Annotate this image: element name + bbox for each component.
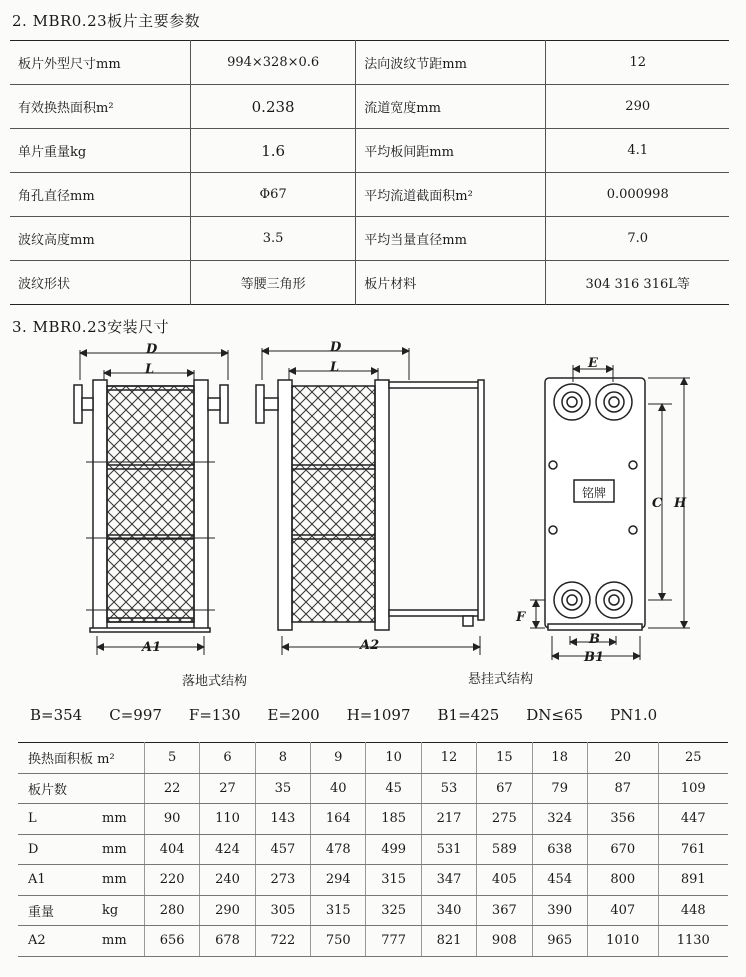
dims-cell: 315 [366, 865, 421, 896]
dim-E: E [588, 356, 598, 371]
dims-cell: 800 [587, 865, 658, 896]
param-value: 4.1 [546, 129, 729, 173]
dims-row-label: 板片数 [18, 773, 100, 804]
param-label: 流道宽度mm [356, 85, 546, 129]
dims-row [18, 773, 728, 804]
area-header-cell: 5 [145, 743, 200, 774]
dim-L-hanging: L [330, 360, 340, 375]
spec-item: E=200 [267, 706, 320, 724]
dims-cell: 457 [255, 834, 310, 865]
dims-row-unit: kg [100, 895, 145, 926]
dims-cell: 750 [311, 926, 366, 957]
dims-cell: 821 [421, 926, 476, 957]
dims-row-label: D [18, 834, 100, 865]
dims-cell: 67 [477, 773, 532, 804]
nameplate-label: 铭牌 [582, 486, 607, 500]
dims-cell: 638 [532, 834, 587, 865]
floor-mount-frame [74, 350, 228, 655]
dims-cell: 447 [658, 804, 728, 835]
area-header-cell: 25 [658, 743, 728, 774]
param-value: 3.5 [191, 217, 356, 261]
dims-cell: 454 [532, 865, 587, 896]
dims-cell: 424 [200, 834, 255, 865]
dim-H: H [674, 496, 687, 511]
dims-header-row [18, 743, 728, 774]
dims-cell: 294 [311, 865, 366, 896]
dims-cell: 305 [255, 895, 310, 926]
dims-cell: 499 [366, 834, 421, 865]
area-header-cell: 10 [366, 743, 421, 774]
dims-cell: 656 [145, 926, 200, 957]
dims-cell: 273 [255, 865, 310, 896]
param-value: 994×328×0.6 [191, 41, 356, 85]
dims-cell: 143 [255, 804, 310, 835]
dims-row-unit: mm [100, 926, 145, 957]
params-row [10, 85, 729, 129]
dims-cell: 1010 [587, 926, 658, 957]
params-row [10, 261, 729, 305]
param-label: 角孔直径mm [10, 173, 191, 217]
dims-cell: 891 [658, 865, 728, 896]
dims-cell: 670 [587, 834, 658, 865]
dims-cell: 347 [421, 865, 476, 896]
section2-title: 2. MBR0.23板片主要参数 [12, 12, 201, 30]
dims-cell: 275 [477, 804, 532, 835]
dims-row-label: A2 [18, 926, 100, 957]
param-value: 0.000998 [546, 173, 729, 217]
param-value: 290 [546, 85, 729, 129]
dims-cell: 531 [421, 834, 476, 865]
dims-row-unit: mm [100, 804, 145, 835]
dims-cell: 87 [587, 773, 658, 804]
dims-cell: 109 [658, 773, 728, 804]
dims-cell: 79 [532, 773, 587, 804]
dims-cell: 407 [587, 895, 658, 926]
dims-cell: 164 [311, 804, 366, 835]
dims-cell: 53 [421, 773, 476, 804]
dims-cell: 27 [200, 773, 255, 804]
param-value: 等腰三角形 [191, 261, 356, 305]
dims-row-label: A1 [18, 865, 100, 896]
dims-header-label: 换热面积板 m² [18, 743, 145, 774]
spec-item: B1=425 [437, 706, 500, 724]
area-header-cell: 15 [477, 743, 532, 774]
dims-cell: 220 [145, 865, 200, 896]
param-value: 0.238 [191, 85, 356, 129]
front-view [530, 365, 690, 660]
dim-C: C [652, 496, 663, 511]
area-header-cell: 18 [532, 743, 587, 774]
dim-D-hanging: D [330, 340, 342, 355]
dim-B: B [589, 632, 600, 647]
dims-row-unit: mm [100, 834, 145, 865]
spec-item: B=354 [30, 706, 83, 724]
param-value: 12 [546, 41, 729, 85]
area-header-cell: 9 [311, 743, 366, 774]
params-row [10, 173, 729, 217]
dims-cell: 777 [366, 926, 421, 957]
dims-cell: 722 [255, 926, 310, 957]
dim-A1: A1 [142, 640, 162, 655]
dims-row [18, 865, 728, 896]
spec-item: F=130 [188, 706, 241, 724]
spec-item: PN1.0 [610, 706, 658, 724]
spec-line [30, 706, 684, 724]
params-row [10, 217, 729, 261]
dims-cell: 478 [311, 834, 366, 865]
dims-cell: 390 [532, 895, 587, 926]
dims-cell: 217 [421, 804, 476, 835]
params-row [10, 41, 729, 85]
params-row [10, 129, 729, 173]
dim-L-floor: L [145, 362, 155, 377]
dims-cell: 678 [200, 926, 255, 957]
param-value: 304 316 316L等 [546, 261, 729, 305]
dims-row-label: 重量 [18, 895, 100, 926]
dim-A2: A2 [360, 638, 380, 653]
dims-row-unit: mm [100, 865, 145, 896]
dims-cell: 908 [477, 926, 532, 957]
spec-item: C=997 [109, 706, 162, 724]
dims-row [18, 834, 728, 865]
installation-dimensions-table [18, 742, 728, 957]
param-label: 有效换热面积m² [10, 85, 191, 129]
area-header-cell: 12 [421, 743, 476, 774]
dims-row-unit [100, 773, 145, 804]
dims-cell: 761 [658, 834, 728, 865]
dims-cell: 185 [366, 804, 421, 835]
dims-cell: 240 [200, 865, 255, 896]
dims-cell: 40 [311, 773, 366, 804]
param-label: 波纹形状 [18, 277, 71, 292]
caption-floor: 落地式结构 [182, 674, 248, 689]
area-header-cell: 6 [200, 743, 255, 774]
dims-cell: 448 [658, 895, 728, 926]
param-label: 单片重量kg [10, 129, 191, 173]
dims-row [18, 804, 728, 835]
dims-cell: 1130 [658, 926, 728, 957]
dims-cell: 35 [255, 773, 310, 804]
dims-cell: 45 [366, 773, 421, 804]
dims-cell: 22 [145, 773, 200, 804]
param-value: 1.6 [191, 129, 356, 173]
param-label: 平均当量直径mm [356, 217, 546, 261]
dims-cell: 367 [477, 895, 532, 926]
param-label: 平均板间距mm [356, 129, 546, 173]
section3-title: 3. MBR0.23安装尺寸 [12, 318, 170, 336]
param-value: Φ67 [191, 173, 356, 217]
param-label: 板片外型尺寸mm [10, 41, 191, 85]
param-label: 板片材料 [364, 277, 417, 292]
plate-parameters-table [10, 40, 729, 305]
param-label: 平均流道截面积m² [356, 173, 546, 217]
caption-hanging: 悬挂式结构 [468, 672, 534, 687]
area-header-cell: 20 [587, 743, 658, 774]
area-header-cell: 8 [255, 743, 310, 774]
dims-cell: 90 [145, 804, 200, 835]
dims-cell: 405 [477, 865, 532, 896]
dims-row-label: L [18, 804, 100, 835]
dims-cell: 110 [200, 804, 255, 835]
dim-D-floor: D [146, 342, 158, 357]
dims-cell: 325 [366, 895, 421, 926]
spec-item: DN≤65 [526, 706, 584, 724]
dims-cell: 589 [477, 834, 532, 865]
dims-cell: 324 [532, 804, 587, 835]
dim-F: F [516, 610, 526, 625]
dims-row [18, 926, 728, 957]
param-value: 7.0 [546, 217, 729, 261]
dims-cell: 315 [311, 895, 366, 926]
spec-item: H=1097 [346, 706, 411, 724]
dims-cell: 340 [421, 895, 476, 926]
hanging-frame [256, 348, 484, 655]
dims-row [18, 895, 728, 926]
dims-cell: 356 [587, 804, 658, 835]
dims-cell: 965 [532, 926, 587, 957]
dims-cell: 290 [200, 895, 255, 926]
param-label: 波纹高度mm [10, 217, 191, 261]
dims-cell: 280 [145, 895, 200, 926]
dim-B1: B1 [584, 650, 605, 665]
param-label: 法向波纹节距mm [356, 41, 546, 85]
dims-cell: 404 [145, 834, 200, 865]
